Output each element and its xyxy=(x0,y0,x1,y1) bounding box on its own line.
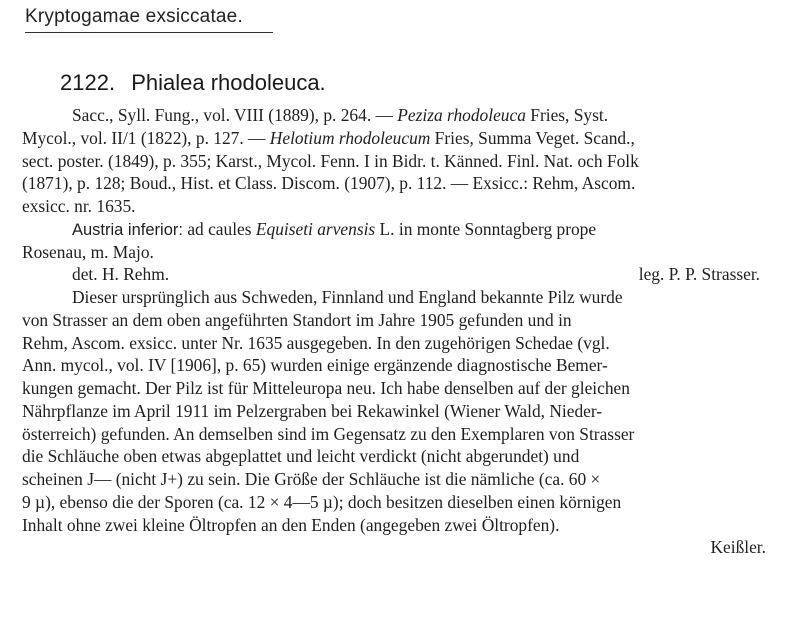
discussion-line: 9 µ), ebenso die der Sporen (ca. 12 × 4—5 µ); doch besitzen dieselben einen körnigen xyxy=(22,491,622,512)
discussion-line: von Strasser an dem oben angeführten Standort im Jahre 1905 gefunden und in xyxy=(22,309,572,330)
synonym-name: Helotium rhodoleucum xyxy=(269,127,431,148)
locality-text: ad caules xyxy=(182,218,256,239)
reference-text: Mycol., vol. II/1 (1822), p. 127. — xyxy=(22,127,270,148)
locality-line: Rosenau, m. Majo. xyxy=(22,241,154,262)
discussion-line: Ann. mycol., vol. IV [1906], p. 65) wurden einige ergänzende diagnostische Bemer- xyxy=(22,355,608,376)
locality-line xyxy=(22,218,774,241)
determiner: det. H. Rehm. xyxy=(72,264,170,285)
author-signature: Keißler. xyxy=(710,537,766,558)
reference-text: Sacc., Syll. Fung., vol. VIII (1889), p. 264. — xyxy=(72,105,398,125)
discussion-line: kungen gemacht. Der Pilz ist für Mitteleuropa neu. Ich habe denselben auf der gleichen xyxy=(22,378,630,398)
host-plant-name: Equiseti arvensis xyxy=(255,218,376,239)
entry-heading xyxy=(60,70,326,96)
reference-line xyxy=(22,127,774,150)
reference-text: Fries, Summa Veget. Scand., xyxy=(430,127,635,148)
discussion-line: die Schläuche oben etwas abgeplattet und leicht verdickt (nicht abgerundet) und xyxy=(22,446,580,467)
reference-line: (1871), p. 128; Boud., Hist. et Class. Discom. (1907), p. 112. — Exsicc.: Rehm, Ascom. xyxy=(22,173,636,194)
species-name: Phialea rhodoleuca. xyxy=(131,70,326,95)
reference-line: exsicc. nr. 1635. xyxy=(22,196,136,216)
discussion-line: Inhalt ohne zwei kleine Öltropfen an den Enden (angegeben zwei Öltropfen). xyxy=(22,514,560,535)
reference-line: sect. poster. (1849), p. 355; Karst., Mycol. Fenn. I in Bidr. t. Känned. Finl. Nat. och Folk xyxy=(22,150,639,171)
collector-line xyxy=(22,263,774,286)
discussion-line: österreich) gefunden. An demselben sind im Gegensatz zu den Exemplaren von Strasser xyxy=(22,423,635,444)
reference-text: Fries, Syst. xyxy=(525,105,609,125)
series-title: Kryptogamae exsiccatae. xyxy=(25,6,273,33)
reference-line xyxy=(22,104,774,127)
region-label: Austria inferior: xyxy=(72,220,183,239)
entry-body xyxy=(22,104,774,559)
discussion-line: scheinen J— (nicht J+) zu sein. Die Größe der Schläuche ist die nämliche (ca. 60 × xyxy=(22,469,601,489)
collector: leg. P. P. Strasser. xyxy=(638,264,760,285)
synonym-name: Peziza rhodoleuca xyxy=(397,105,526,125)
locality-text: L. in monte Sonntagberg prope xyxy=(375,218,597,239)
discussion-line: Rehm, Ascom. exsicc. unter Nr. 1635 ausgegeben. In den zugehörigen Schedae (vgl. xyxy=(22,332,610,353)
discussion-line: Dieser ursprünglich aus Schweden, Finnland und England bekannte Pilz wurde xyxy=(72,287,623,307)
entry-number: 2122. xyxy=(60,70,116,95)
discussion-line: Nährpflanze im April 1911 im Pelzergraben bei Rekawinkel (Wiener Wald, Nieder- xyxy=(22,400,603,421)
